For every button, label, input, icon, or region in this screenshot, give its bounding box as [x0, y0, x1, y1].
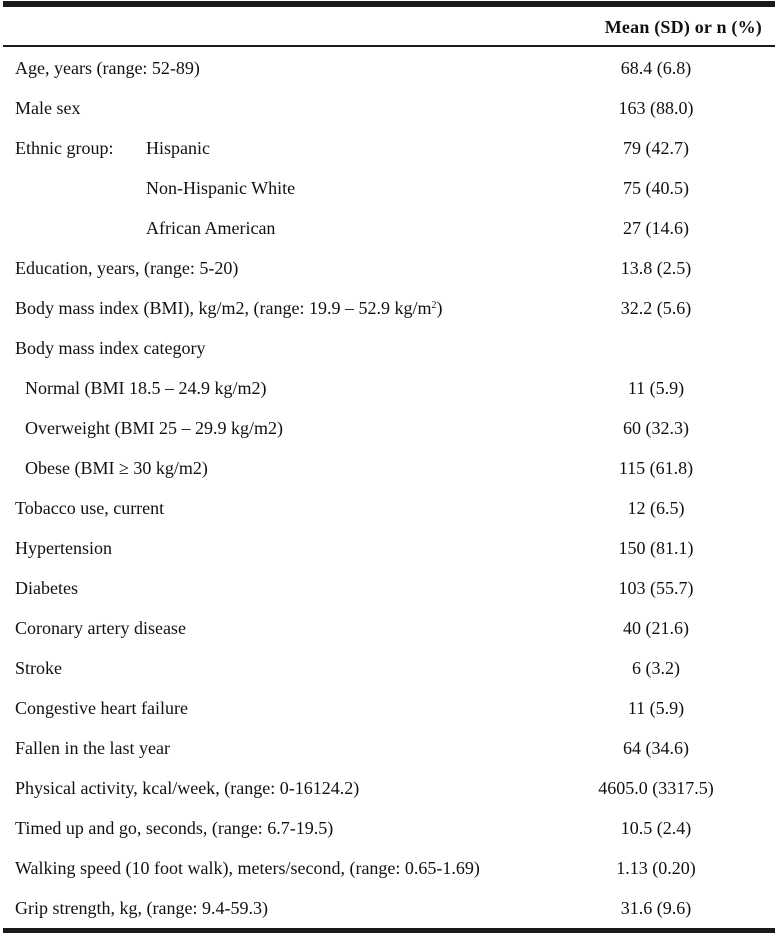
row-label: Tobacco use, current: [15, 498, 165, 518]
column-header: Mean (SD) or n (%): [604, 17, 762, 37]
row-label: [15, 298, 442, 319]
table-row: [3, 767, 775, 807]
table-row: [3, 447, 775, 487]
row-value: 31.6 (9.6): [620, 898, 692, 918]
table-row: [3, 647, 775, 687]
table-bottom-rule: [3, 928, 775, 933]
subgroup-label: Non-Hispanic White: [146, 178, 296, 198]
row-label: Fallen in the last year: [15, 738, 170, 758]
table-row: [3, 687, 775, 727]
row-label-end: ): [436, 298, 443, 318]
table-header: [3, 7, 775, 45]
row-label: [15, 138, 210, 159]
table-row: [3, 527, 775, 567]
table-row: [3, 847, 775, 887]
subgroup-label: Hispanic: [146, 138, 210, 158]
row-label: Stroke: [15, 658, 62, 678]
row-label: Age, years (range: 52-89): [15, 58, 200, 78]
row-label: Diabetes: [15, 578, 78, 598]
category-label: Overweight (BMI 25 – 29.9 kg/m2): [25, 418, 283, 438]
table-row: [3, 127, 775, 167]
table-row: [3, 287, 775, 327]
row-label: Physical activity, kcal/week, (range: 0-16124.2): [15, 778, 360, 798]
row-value: 79 (42.7): [623, 138, 689, 158]
table-row: [3, 887, 775, 927]
row-value: 4605.0 (3317.5): [598, 778, 714, 798]
row-value: 12 (6.5): [627, 498, 685, 518]
category-label: Normal (BMI 18.5 – 24.9 kg/m2): [25, 378, 267, 398]
row-value: 150 (81.1): [618, 538, 694, 558]
row-value: 40 (21.6): [623, 618, 689, 638]
table-row: [3, 167, 775, 207]
row-value: 32.2 (5.6): [620, 298, 692, 318]
row-label: Hypertension: [15, 538, 112, 558]
category-label: Obese (BMI ≥ 30 kg/m2): [25, 458, 208, 478]
row-label: Body mass index category: [15, 338, 206, 358]
row-value: 6 (3.2): [632, 658, 680, 678]
row-value: 1.13 (0.20): [616, 858, 696, 878]
table-row: [3, 327, 775, 367]
table-row: [3, 207, 775, 247]
superscript: 2: [431, 300, 437, 311]
row-value: 103 (55.7): [618, 578, 694, 598]
row-label: Coronary artery disease: [15, 618, 186, 638]
row-value: 11 (5.9): [627, 698, 685, 718]
row-value: 13.8 (2.5): [620, 258, 692, 278]
row-value: 10.5 (2.4): [620, 818, 692, 838]
row-value: 75 (40.5): [623, 178, 689, 198]
table-row: [3, 87, 775, 127]
subgroup-label: African American: [146, 218, 276, 238]
row-label: Timed up and go, seconds, (range: 6.7-19.5): [15, 818, 334, 838]
row-label: Education, years, (range: 5-20): [15, 258, 239, 278]
table-row: [3, 367, 775, 407]
table-row: [3, 607, 775, 647]
row-value: 60 (32.3): [623, 418, 689, 438]
row-label: Congestive heart failure: [15, 698, 188, 718]
table-row: [3, 487, 775, 527]
table-row: [3, 247, 775, 287]
row-value: 27 (14.6): [623, 218, 689, 238]
table-row: [3, 727, 775, 767]
row-label: Grip strength, kg, (range: 9.4-59.3): [15, 898, 268, 918]
group-label: Ethnic group:: [15, 138, 114, 158]
row-label: Walking speed (10 foot walk), meters/second, (range: 0.65-1.69): [15, 858, 480, 878]
row-label-text: Body mass index (BMI), kg/m2, (range: 19.9 – 52.9 kg/m: [15, 298, 432, 318]
row-value: 68.4 (6.8): [620, 58, 692, 78]
row-value: 163 (88.0): [618, 98, 694, 118]
characteristics-table: [3, 0, 775, 933]
row-value: 115 (61.8): [618, 458, 694, 478]
table-row: [3, 47, 775, 87]
row-label: Male sex: [15, 98, 81, 118]
table-row: [3, 807, 775, 847]
table-row: [3, 567, 775, 607]
table-row: [3, 407, 775, 447]
row-value: 64 (34.6): [623, 738, 689, 758]
row-value: 11 (5.9): [627, 378, 685, 398]
